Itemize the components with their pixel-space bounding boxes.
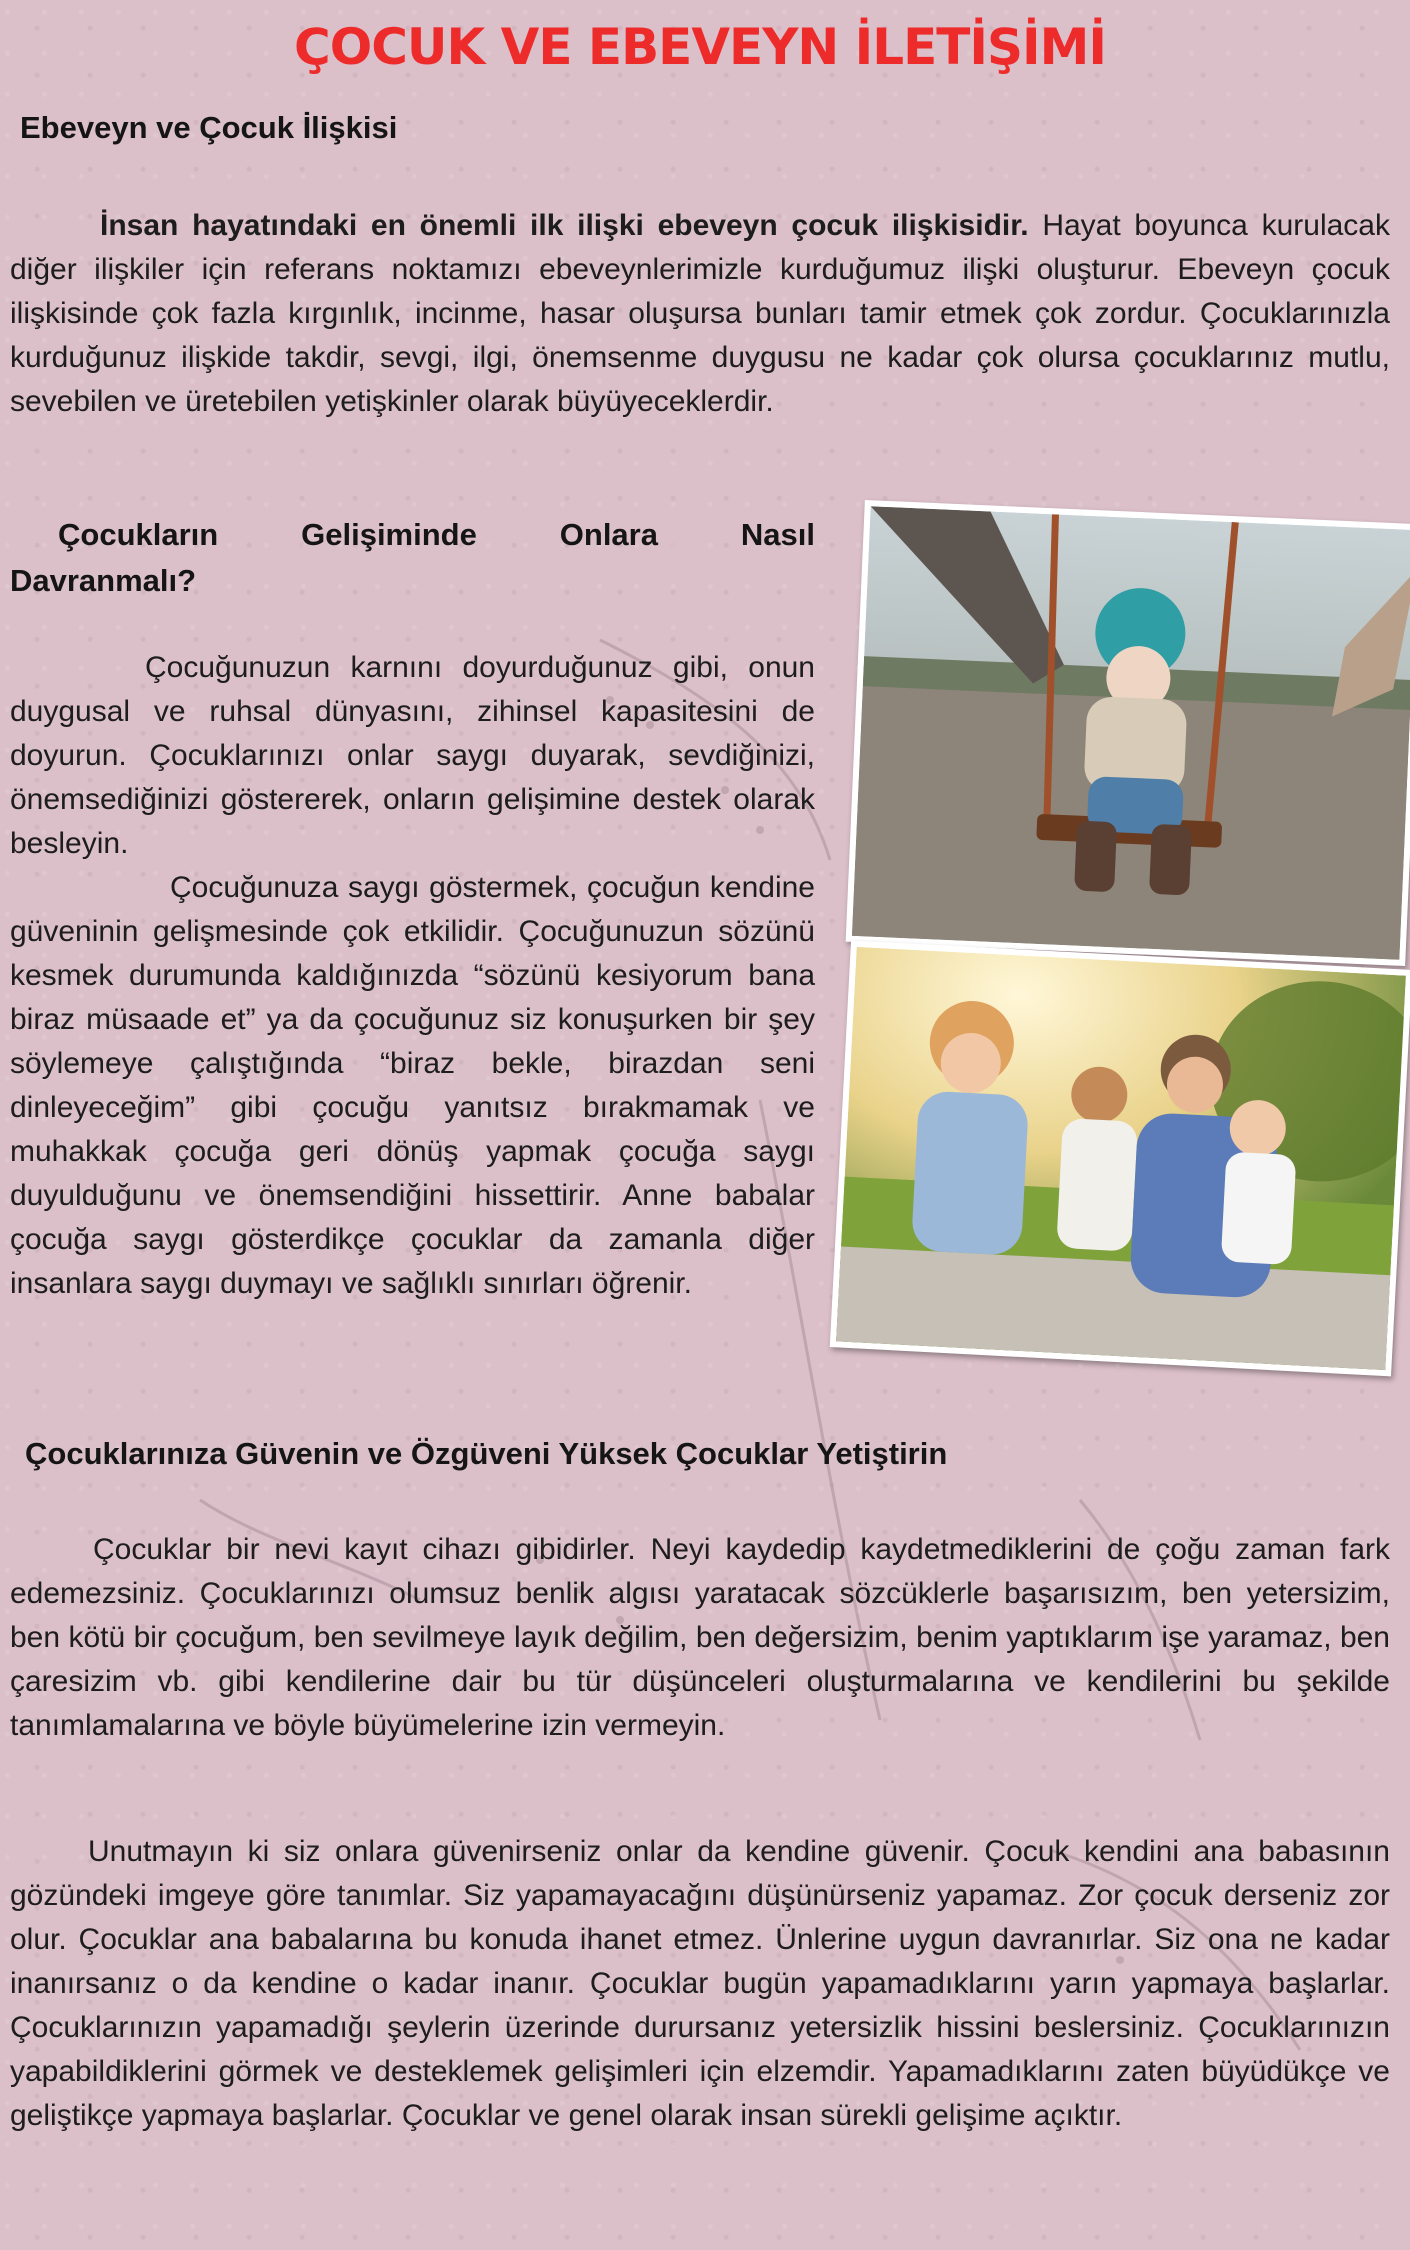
- heading-line-1: Çocukların Gelişiminde Onlara Nasıl: [58, 517, 815, 552]
- paragraph-body: Hayat boyunca kurulacak diğer ilişkiler için referans noktamızı ebeveynlerimizle kurduğumuz ilişki oluşturur. Ebeveyn çocuk ilişkisinde çok fazla kırgınlık, incinme, hasar oluşursa bunları tamir etmek çok zordur. Çocuklarınızla kurduğunuz ilişkide takdir, sevgi, ilgi, önemsenme duygusu ne kadar çok olursa çocuklarınız mutlu, sevebilen ve üretebilen yetişkinler olarak büyüyeceklerdir.: [10, 209, 1390, 418]
- section-paragraph-parent-child-relationship: [10, 204, 1390, 424]
- heading-line-2: Davranmalı?: [10, 563, 197, 598]
- family-sitting-on-grass-photo: [830, 941, 1410, 1377]
- paragraph-body: Çocuklar bir nevi kayıt cihazı gibidirler. Neyi kaydedip kaydetmediklerini de çoğu zaman fark edemezsiniz. Çocuklarınızı olumsuz benlik algısı yaratacak sözcüklerle başarısızım, ben yetersizim, ben kötü bir çocuğum, ben sevilmeye layık değilim, ben değersizim, benim yaptıklarım işe yaramaz, ben çaresizim vb. gibi kendilerine dair bu tür düşünceleri oluşturmalarına ve kendilerini bu şekilde tanımlamalarına ve böyle büyümelerine izin vermeyin.: [10, 1533, 1390, 1742]
- section-paragraph-nourish: [10, 646, 815, 866]
- section-heading-trust-your-children: Çocuklarınıza Güvenin ve Özgüveni Yüksek Çocuklar Yetiştirin: [25, 1436, 948, 1471]
- paragraph-body: Unutmayın ki siz onlara güvenirseniz onlar da kendine güvenir. Çocuk kendini ana babasının gözündeki imgeye göre tanımlar. Siz yapamayacağını düşünürseniz yapamaz. Zor çocuk derseniz zor olur. Çocuklar ana babalarına bu konuda ihanet etmez. Ünlerine uygun davranırlar. Siz ona ne kadar inanırsanız o da kendine o kadar inanır. Çocuklar bugün yapamadıklarını yarın yapmaya başlarlar. Çocuklarınızın yapamadığı şeylerin üzerinde durursanız yetersizlik hissini beslersiniz. Çocuklarınızın yapabildiklerini görmek ve desteklemek gelişimleri için elzemdir. Yapamadıklarını zaten büyüdükçe ve geliştikçe yapmaya başlarlar. Çocuklar ve genel olarak insan sürekli gelişime açıktır.: [10, 1835, 1390, 2132]
- paragraph-body: Çocuğunuzun karnını doyurduğunuz gibi, onun duygusal ve ruhsal dünyasını, zihinsel kapasitesini de doyurun. Çocuklarınızı onlar saygı duyarak, sevdiğinizi, önemsediğinizi göstererek, onların gelişimine destek olarak besleyin.: [10, 651, 815, 860]
- child-on-swing-photo: [846, 500, 1410, 966]
- section-paragraph-respect: [10, 866, 815, 1306]
- paragraph-body: Çocuğunuza saygı göstermek, çocuğun kendine güveninin gelişmesinde çok etkilidir. Çocuğunuzun sözünü kesmek durumunda kaldığınızda “sözünü kesiyorum bana biraz müsaade et” ya da çocuğunuz siz konuşurken bir şey söylemeye çalıştığında “biraz bekle, birazdan seni dinleyeceğim” gibi çocuğu yanıtsız bırakmamak ve muhakkak çocuğa geri dönüş yapmak çocuğa saygı duyulduğunu ve önemsendiğini hissettirir. Anne babalar çocuğa saygı gösterdikçe çocuklar da zamanla diğer insanlara saygı duymayı ve sağlıklı sınırları öğrenir.: [10, 871, 815, 1300]
- section-paragraph-believe-in-them: [10, 1830, 1390, 2138]
- section-heading-parent-child-relationship: Ebeveyn ve Çocuk İlişkisi: [20, 110, 398, 145]
- section-heading-how-to-behave: [10, 512, 815, 604]
- lead-sentence: İnsan hayatındaki en önemli ilk ilişki ebeveyn çocuk ilişkisidir.: [100, 209, 1029, 242]
- section-paragraph-recording-device: [10, 1528, 1390, 1748]
- page-title: ÇOCUK VE EBEVEYN İLETİŞİMİ: [294, 18, 1106, 76]
